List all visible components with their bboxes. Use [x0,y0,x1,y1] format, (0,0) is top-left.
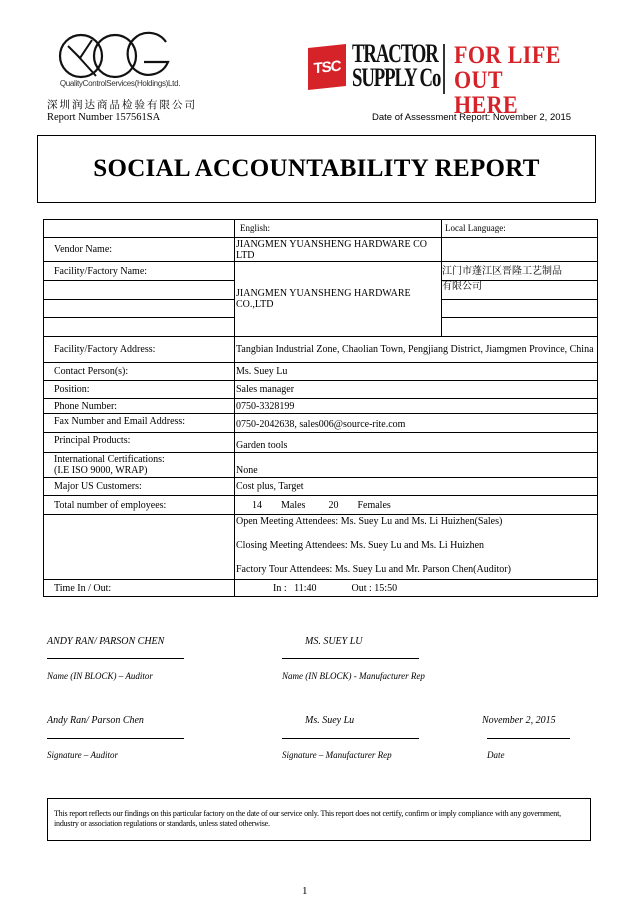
certifications-label-line2: (I.E ISO 9000, WRAP) [54,465,148,476]
tsc-slogan-line1: FOR LIFE [454,42,561,69]
vendor-label: Vendor Name: [44,238,235,262]
date-label: Date [487,750,505,760]
blank-local-cell [442,300,598,318]
facility-english: JIANGMEN YUANSHENG HARDWARE CO.,LTD [235,262,442,337]
report-number: Report Number 157561SA [47,112,161,123]
col-english-header: English: [235,220,442,238]
qcs-tagline: QualityControlServices(Holdings)Ltd. [59,79,181,88]
page-number: 1 [302,885,308,897]
facility-local-line2: 有限公司 [442,281,598,300]
females-label: Females [357,499,391,511]
position-value: Sales manager [235,381,598,399]
contact-value: Ms. Suey Lu [235,363,598,381]
blank-label-cell [44,300,235,318]
position-label: Position: [44,381,235,399]
certifications-label-line1: International Certifications: [54,454,165,465]
rep-name-label: Name (IN BLOCK) - Manufacturer Rep [282,671,425,681]
table-row-employees [44,496,598,515]
tsc-name-line1: TRACTOR [352,39,438,68]
table-row-position [44,381,598,399]
disclaimer-box: This report reflects our findings on this particular factory on the date of our service only. This report does not certify, confirm or imply compliance with any government, industry or association regulations or standards, unless stated otherwise. [47,798,591,841]
table-row-fax [44,414,598,433]
table-header-row [44,220,598,238]
tsc-badge: TSC [308,44,346,90]
auditor-signature-label: Signature – Auditor [47,750,119,760]
time-in: In : 11:40 [273,582,317,594]
header-blank-cell [44,220,235,238]
rep-signature-line [282,738,419,739]
employees-value [235,496,598,515]
time-value [235,580,598,597]
table-row-vendor [44,238,598,262]
facility-label: Facility/Factory Name: [44,262,235,281]
phone-label: Phone Number: [44,399,235,414]
vendor-english: JIANGMEN YUANSHENG HARDWARE CO LTD [235,238,442,262]
certifications-value: None [235,453,598,478]
factory-tour-attendees: Factory Tour Attendees: Ms. Suey Lu and Mr. Parson Chen(Auditor) [236,564,511,575]
meetings-value [235,515,598,580]
date-line [487,738,570,739]
company-chinese-name: 深圳润达商品检验有限公司 [47,99,197,111]
page-title: SOCIAL ACCOUNTABILITY REPORT [93,155,540,182]
rep-name-block: MS. SUEY LU [305,636,363,647]
products-label: Principal Products: [44,433,235,453]
tsc-name [352,39,441,92]
time-label: Time In / Out: [44,580,235,597]
meetings-label-cell [44,515,235,580]
table-row-contact [44,363,598,381]
address-label: Facility/Factory Address: [44,337,235,363]
tsc-name-line2: SUPPLY Co [352,63,441,92]
table-row-products [44,433,598,453]
table-row-address [44,337,598,363]
males-label: Males [281,499,306,511]
customers-label: Major US Customers: [44,478,235,496]
auditor-name-label: Name (IN BLOCK) – Auditor [47,671,153,681]
phone-value: 0750-3328199 [235,399,598,414]
col-local-header: Local Language: [442,220,598,238]
employees-label: Total number of employees: [44,496,235,515]
open-meeting-attendees: Open Meeting Attendees: Ms. Suey Lu and Ms. Li Huizhen(Sales) [236,516,503,527]
title-box [37,135,596,203]
assessment-date: Date of Assessment Report: November 2, 2015 [372,112,572,123]
auditor-signature: Andy Ran/ Parson Chen [47,715,144,726]
time-out: Out : 15:50 [351,582,398,594]
males-count: 14 [252,499,262,511]
fax-value: 0750-2042638, sales006@source-rite.com [235,414,598,433]
rep-signature: Ms. Suey Lu [305,715,355,726]
tsc-slogan [454,43,563,118]
blank-label-cell [44,281,235,300]
blank-label-cell [44,318,235,337]
auditor-name-block: ANDY RAN/ PARSON CHEN [47,636,165,647]
products-value: Garden tools [235,433,598,453]
certifications-label [44,453,235,478]
tsc-slogan-line2: OUT HERE [454,67,519,119]
facility-local-line1: 江门市蓬江区晋隆工艺制品 [442,262,598,281]
contact-label: Contact Person(s): [44,363,235,381]
table-row-time [44,580,598,597]
rep-signature-label: Signature – Manufacturer Rep [282,750,392,760]
table-row-customers [44,478,598,496]
vendor-local [442,238,598,262]
address-value: Tangbian Industrial Zone, Chaolian Town, Pengjiang District, Jiamgmen Province, China [235,337,598,363]
auditor-signature-line [47,738,184,739]
blank-local-cell [442,318,598,337]
customers-value: Cost plus, Target [235,478,598,496]
table-row-facility [44,262,598,281]
closing-meeting-attendees: Closing Meeting Attendees: Ms. Suey Lu and Ms. Li Huizhen [236,540,485,551]
females-count: 20 [328,499,339,511]
table-row-meetings [44,515,598,580]
table-row-phone [44,399,598,414]
auditor-name-line [47,658,184,659]
rep-name-line [282,658,419,659]
tsc-separator [443,44,445,94]
signature-date: November 2, 2015 [482,715,556,726]
info-table [43,219,598,597]
table-row-certifications [44,453,598,478]
fax-label: Fax Number and Email Address: [44,414,235,433]
